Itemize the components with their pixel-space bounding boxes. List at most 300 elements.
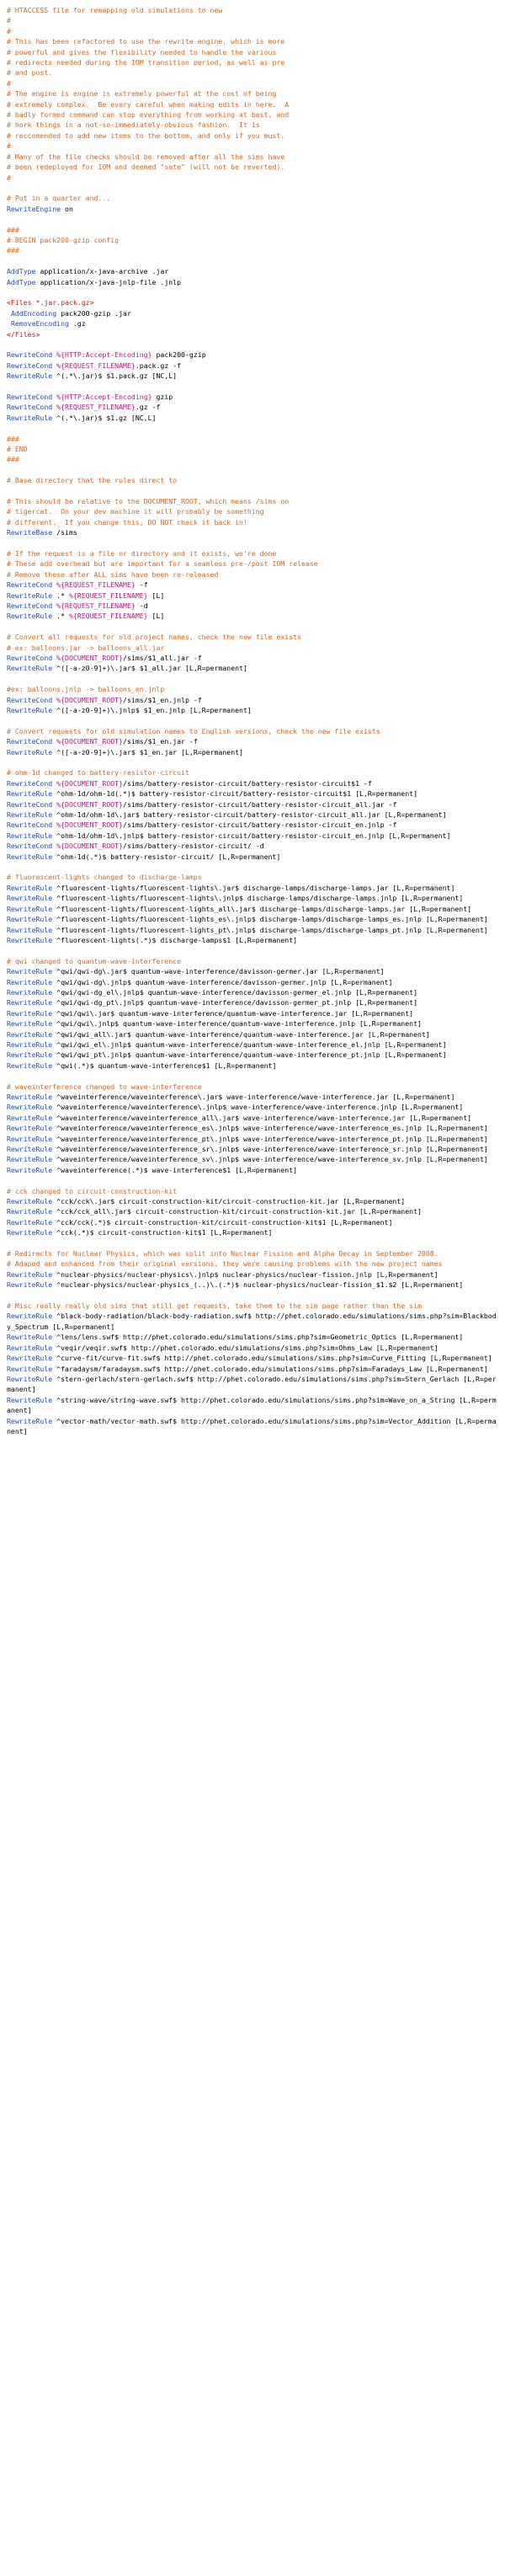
code-line [7,977,498,987]
comment-text: # Remove these after ALL sims have been re-released [7,569,219,579]
directive-arguments: ^qwi/qwi-dg_pt\.jnlp$ quantum-wave-interference/davisson-germer_pt.jnlp [L,R=permanent] [52,998,418,1007]
comment-text: ### [7,455,19,464]
comment-text: # [7,26,11,35]
code-line [7,1082,498,1092]
directive-keyword: RewriteRule [7,1008,53,1018]
code-line [7,997,498,1007]
directive-arguments: %{HTTP:Accept-Encoding} pack200-gzip [56,350,206,360]
directive-keyword: RewriteRule [7,1103,53,1112]
comment-text: # Redirects for Nuclear Physics, which was split into Nuclear Fission and Alpha Decay in September 2008. [7,1249,439,1259]
code-line [7,767,498,778]
directive-keyword: RewriteRule [7,413,53,422]
directive-keyword: RewriteCond [7,350,53,360]
directive-keyword: RewriteCond [7,361,53,370]
code-line [7,527,498,537]
directive-keyword: RewriteRule [7,664,53,673]
directive-keyword: RewriteCond [7,695,53,704]
code-line [7,287,498,297]
directive-keyword: RewriteRule [7,1354,53,1363]
directive-arguments: ^fluorescent-lights/fluorescent-lights_es\.jnlp$ discharge-lamps/discharge-lamps_es.jnlp [L,R=permanent] [52,915,488,924]
code-line [7,173,498,183]
code-line [7,1206,498,1216]
code-line [7,506,498,516]
comment-text: # hork things in a not-so-immediately-obvious fashion. It is [7,120,260,130]
directive-arguments: ^faradaysm/faradaysm.swf$ http://phet.colorado.edu/simulations/sims.php?sim=Faradays_Law [L,R=permanent] [52,1364,488,1373]
directive-keyword: RewriteRule [7,1217,53,1227]
directive-arguments: ^qwi/qwi_all\.jar$ quantum-wave-interference/quantum-wave-interference.jar [L,R=permanent] [52,1029,430,1039]
directive-keyword: RewriteRule [7,987,53,997]
comment-text: # The engine is engine is extremely powerful at the cost of being [7,89,277,99]
directive-arguments: ^waveinterference/waveinterference_pt\.jnlp$ wave-interference/wave-interference_pt.jnlp [L,R=permanent] [52,1134,488,1143]
code-line [7,1227,498,1237]
directive-keyword: RewriteRule [7,1228,53,1237]
directive-arguments: ^qwi/qwi-dg_el\.jnlp$ quantum-wave-interference/davisson-germer_el.jnlp [L,R=permanent] [52,987,418,997]
directive-keyword: RewriteRule [7,852,53,861]
directive-keyword: RewriteRule [7,1039,53,1049]
comment-text: # [7,16,11,25]
directive-keyword: RewriteCond [7,654,53,663]
directive-arguments: ^qwi(.*)$ quantum-wave-interference$1 [L,R=permanent] [52,1061,277,1070]
directive-keyword: RewriteCond [7,403,53,412]
code-line [7,1134,498,1144]
directive-keyword: RewriteCond [7,737,53,746]
comment-text: # and post. [7,68,53,77]
code-line [7,141,498,151]
code-line [7,1018,498,1029]
comment-text: # cck changed to circuit-construction-kit [7,1186,178,1195]
code-line [7,413,498,423]
code-line [7,935,498,945]
directive-keyword: RewriteCond [7,799,53,809]
directive-keyword: RewriteRule [7,915,53,924]
directive-keyword: RewriteCond [7,580,53,590]
comment-text: # [7,173,11,182]
directive-keyword: RewriteRule [7,1207,53,1216]
directive-arguments: ^(.*\.jar)$ $1.pack.gz [NC,L] [52,371,178,381]
directive-arguments: ^([-a-z0-9]+)\.jar$ $1_en.jar [L,R=permanent] [52,747,243,756]
code-line [7,1165,498,1175]
directive-arguments: %{DOCUMENT_ROOT}/sims/battery-resistor-circuit/battery-resistor-circuit$1 -f [56,778,372,788]
directive-arguments: ^ohm-1d/ohm-1d\.jar$ battery-resistor-circuit/battery-resistor-circuit_all.jar [L,R=permanent] [52,810,447,820]
comment-text: # Adaped and enhanced from their original versions, they were causing problems with the new project names [7,1259,443,1269]
code-line [7,1416,498,1437]
directive-keyword: AddType [7,277,36,286]
directive-keyword: RewriteRule [7,1165,53,1174]
code-line [7,350,498,360]
code-line [7,120,498,130]
directive-keyword: RewriteRule [7,1124,53,1133]
directive-keyword: RewriteEngine [7,204,61,213]
code-line [7,778,498,788]
directive-keyword: RewriteRule [7,747,53,756]
code-line [7,1259,498,1269]
code-line [7,47,498,57]
directive-keyword: RewriteRule [7,1113,53,1122]
code-line [7,1291,498,1301]
directive-arguments: .gz [68,319,86,329]
directive-arguments: ^([-a-z0-9]+)\.jar$ $1_all.jar [L,R=permanent] [52,664,247,673]
code-line [7,914,498,924]
comment-text: # waveinterference changed to wave-interference [7,1082,202,1091]
code-line [7,663,498,673]
directive-arguments: ^waveinterference/waveinterference\.jnlp$ wave-interference/wave-interference.jnlp [L,R=permanent] [52,1103,464,1112]
code-line [7,831,498,841]
directive-keyword: RewriteRule [7,977,53,986]
code-line [7,674,498,684]
comment-text: #ex: balloons.jnlp -> balloons_en.jnlp [7,685,165,694]
code-line [7,580,498,590]
code-line [7,788,498,799]
directive-keyword: RewriteRule [7,967,53,976]
directive-keyword: RewriteRule [7,371,53,381]
code-line [7,705,498,715]
code-line [7,1343,498,1353]
directive-keyword: RewriteCond [7,601,53,610]
directive-keyword: RemoveEncoding [7,319,69,329]
directive-arguments: ^stern-gerlach/stern-gerlach.swf$ http://phet.colorado.edu/simulations/sims.php?sim=Stern_Gerlach [L,R=permanent] [7,1374,497,1394]
directive-arguments: ^veqir/veqir.swf$ http://phet.colorado.edu/simulations/sims.php?sim=Ohms_Law [L,R=permanent] [52,1343,439,1352]
directive-keyword: RewriteRule [7,1061,53,1070]
code-line [7,1102,498,1112]
code-line [7,841,498,851]
directive-keyword: RewriteRule [7,935,53,944]
code-line [7,736,498,746]
code-line [7,152,498,162]
code-line [7,558,498,569]
code-line [7,88,498,99]
code-line [7,1311,498,1332]
code-line [7,5,498,15]
directive-keyword: AddEncoding [7,308,57,318]
code-line [7,726,498,736]
comment-text: # extremely complex. Be every careful when making edits in here. A [7,99,290,109]
comment-text: # Base directory that the rules direct to [7,476,178,485]
directive-arguments: .* %{REQUEST_FILENAME} [L] [52,591,165,600]
code-line [7,57,498,67]
directive-keyword: RewriteRule [7,1333,53,1342]
directive-arguments: %{DOCUMENT_ROOT}/sims/battery-resistor-circuit/ -d [56,842,264,851]
code-line [7,893,498,903]
code-line [7,1154,498,1164]
comment-text: # reccomended to add new items to the bottom, and only if you must. [7,131,285,140]
code-line [7,1175,498,1185]
code-line [7,36,498,46]
code-line [7,78,498,88]
directive-keyword: RewriteRule [7,904,53,913]
directive-arguments: pack200-gzip .jar [56,308,131,318]
directive-arguments: ^fluorescent-lights/fluorescent-lights\.jnlp$ discharge-lamps/discharge-lamps.jnlp [L,R=permanent] [52,894,464,903]
code-line [7,162,498,172]
directive-keyword: RewriteRule [7,706,53,715]
comment-text: # qwi changed to quantum-wave-interference [7,956,182,965]
directive-keyword: RewriteRule [7,1416,53,1425]
directive-keyword: RewriteRule [7,998,53,1007]
code-line [7,496,498,506]
directive-arguments: ^qwi/qwi\.jar$ quantum-wave-interference/quantum-wave-interference.jar [L,R=permanent] [52,1008,414,1018]
code-line [7,245,498,255]
comment-text: # ex: balloons.jar -> balloons_all.jar [7,643,165,652]
comment-text: # This should be relative to the DOCUMENT_ROOT, which means /sims on [7,496,290,505]
directive-arguments: ^ohm-1d(.*)$ battery-resistor-circuit/ [L,R=permanent] [52,852,281,861]
code-line [7,266,498,276]
code-line [7,862,498,872]
code-line [7,611,498,621]
directive-arguments: ^waveinterference/waveinterference_sv\.jnlp$ wave-interference/wave-interference_sv.jnlp [L,R=permanent] [52,1155,488,1164]
code-line [7,517,498,527]
code-line [7,1248,498,1259]
directive-arguments: application/x-java-jnlp-file .jnlp [35,277,182,286]
code-line [7,1332,498,1342]
directive-keyword: RewriteRule [7,789,53,799]
code-line [7,799,498,810]
directive-arguments: ^qwi/qwi-dg\.jar$ quantum-wave-interference/davisson-germer.jar [L,R=permanent] [52,967,385,976]
comment-text: # Put in a quarter and... [7,194,111,203]
directive-keyword: RewriteRule [7,1312,53,1321]
directive-keyword: RewriteCond [7,820,53,830]
directive-arguments: ^waveinterference/waveinterference_sr\.jnlp$ wave-interference/wave-interference_sr.jnlp [L,R=permanent] [52,1145,488,1154]
comment-text: # END [7,444,28,453]
code-line [7,110,498,120]
code-line [7,1395,498,1416]
directive-arguments: %{REQUEST_FILENAME} -d [56,601,148,610]
comment-text: # ohm-1d changed to battery-resistor-circuit [7,768,189,778]
comment-text: # [7,142,11,151]
code-line [7,1092,498,1102]
comment-text: # redirects needed during the IOM transition period, as well as pre [7,58,285,67]
code-line [7,1061,498,1071]
directive-arguments: ^([-a-z0-9]+)\.jnlp$ $1_en.jnlp [L,R=permanent] [52,706,252,715]
directive-arguments: %{HTTP:Accept-Encoding} gzip [56,392,173,401]
directive-keyword: RewriteRule [7,1019,53,1029]
code-line [7,548,498,558]
code-line [7,235,498,245]
directive-keyword: RewriteRule [7,894,53,903]
comment-text: # tigercat. On your dev machine it will probably be something [7,507,264,516]
code-line [7,1196,498,1206]
directive-arguments: ^vector-math/vector-math.swf$ http://phet.colorado.edu/simulations/sims.php?sim=Vector_Addition [L,R=permanent] [7,1416,497,1435]
directive-keyword: RewriteBase [7,528,53,537]
directive-arguments: application/x-java-archive .jar [35,267,169,276]
code-line [7,632,498,642]
code-line [7,1050,498,1060]
comment-text: # [7,78,11,88]
code-line [7,392,498,402]
code-line [7,1039,498,1050]
comment-text: # HTACCESS file for remapping old simulations to new [7,6,223,14]
code-line [7,883,498,893]
directive-arguments: %{DOCUMENT_ROOT}/sims/$1_all.jar -f [56,654,202,663]
directive-arguments: .* %{REQUEST_FILENAME} [L] [52,612,165,621]
code-line [7,444,498,454]
code-line [7,757,498,767]
code-line [7,183,498,193]
code-line [7,1071,498,1081]
directive-arguments: ^string-wave/string-wave.swf$ http://phet.colorado.edu/simulations/sims.php?sim=Wave_on_a_String [L,R=permanent] [7,1395,497,1415]
code-line [7,475,498,485]
directive-arguments: ^ohm-1d/ohm-1d(.*)$ battery-resistor-circuit/battery-resistor-circuit$1 [L,R=permanent] [52,789,418,799]
directive-arguments: %{DOCUMENT_ROOT}/sims/$1_en.jnlp -f [56,695,202,704]
files-tag: <Files *.jar.pack.gz> [7,298,94,307]
code-line [7,131,498,141]
directive-keyword: RewriteRule [7,883,53,892]
code-line [7,318,498,329]
comment-text: ### [7,246,19,255]
code-line [7,329,498,339]
directive-keyword: RewriteCond [7,842,53,851]
comment-text: ### [7,434,19,443]
directive-arguments: ^qwi/qwi_el\.jnlp$ quantum-wave-interference/quantum-wave-interference_el.jnlp [L,R=permanent] [52,1039,447,1049]
code-line [7,1123,498,1133]
code-line [7,15,498,25]
comment-text: # Convert all requests for old project names, check the new file exists [7,633,301,642]
code-line [7,872,498,882]
code-line [7,1113,498,1123]
code-line [7,684,498,694]
directive-keyword: RewriteCond [7,778,53,788]
code-line [7,382,498,392]
code-line [7,715,498,725]
directive-arguments: ^nuclear-physics/nuclear-physics\.jnlp$ nuclear-physics/nuclear-fission.jnlp [L,R=permanent] [52,1269,439,1279]
directive-keyword: RewriteRule [7,925,53,934]
code-line [7,193,498,203]
code-line [7,852,498,862]
directive-arguments: ^cck/cck(.*)$ circuit-construction-kit/circuit-construction-kit$1 [L,R=permanent] [52,1217,393,1227]
directive-keyword: RewriteRule [7,1374,53,1383]
directive-arguments: %{REQUEST_FILENAME}.pack.gz -f [56,361,182,370]
comment-text: # These add overhead but are important for a seamless pre-/post IOM release [7,559,318,569]
code-line [7,904,498,914]
directive-keyword: RewriteRule [7,612,53,621]
directive-arguments: ^ohm-1d/ohm-1d\.jnlp$ battery-resistor-circuit/battery-resistor-circuit_en.jnlp [L,R=permanent] [52,831,451,840]
code-line [7,820,498,830]
code-line [7,569,498,580]
comment-text: ### [7,225,19,234]
comment-text: # Many of the file checks should be removed after all the sims have [7,152,285,161]
directive-arguments: ^cck(.*)$ circuit-construction-kit$1 [L,R=permanent] [52,1228,273,1237]
code-line [7,1280,498,1290]
code-line [7,297,498,307]
code-line [7,1186,498,1196]
directive-arguments: ^nuclear-physics/nuclear-physics_(..)\.(.*)$ nuclear-physics/nuclear-fission_$1.$2 [L,R=permanent] [52,1280,464,1290]
comment-text: # been redeployed for IOM and deemed "sate" (will not be reverted). [7,163,285,172]
code-line [7,945,498,955]
code-line [7,204,498,214]
directive-arguments: ^waveinterference(.*)$ wave-interference$1 [L,R=permanent] [52,1165,298,1174]
directive-keyword: RewriteRule [7,1145,53,1154]
files-tag: </Files> [7,329,40,339]
directive-keyword: RewriteRule [7,1092,53,1101]
code-line [7,1029,498,1039]
directive-keyword: RewriteRule [7,1197,53,1206]
code-line [7,643,498,653]
directive-arguments: ^black-body-radiation/black-body-radiation.swf$ http://phet.colorado.edu/simulations/sims.php?sim=Blackbody_Spectrum [L,R=permanent] [7,1312,497,1331]
directive-arguments: ^lens/lens.swf$ http://phet.colorado.edu/simulations/sims.php?sim=Geometric_Optics [L,R=permanent] [52,1333,464,1342]
comment-text: # powerful and gives the flexibility needed to handle the various [7,47,277,56]
code-line [7,225,498,235]
comment-text: # fluorescent-lights changed to discharge-lamps [7,873,202,882]
comment-text: # BEGIN pack200-gzip config [7,235,120,244]
directive-keyword: AddType [7,267,36,276]
code-line [7,423,498,433]
comment-text: # Convert requests for old simulation names to English versions, check the new file exists [7,726,380,735]
code-line [7,1144,498,1154]
code-line [7,486,498,496]
code-line [7,1269,498,1280]
code-line [7,454,498,464]
code-line [7,956,498,966]
code-line [7,339,498,350]
code-line [7,810,498,820]
directive-keyword: RewriteRule [7,1280,53,1290]
code-line [7,277,498,287]
code-line [7,538,498,548]
code-line [7,987,498,997]
directive-keyword: RewriteRule [7,1134,53,1143]
code-line [7,601,498,611]
code-line [7,434,498,444]
directive-arguments: %{REQUEST_FILENAME}.gz -f [56,403,161,412]
directive-arguments: ^waveinterference/waveinterference_es\.jnlp$ wave-interference/wave-interference_es.jnlp [L,R=permanent] [52,1124,488,1133]
directive-arguments: ^(.*\.jar)$ $1.gz [NC,L] [52,413,157,422]
code-line [7,653,498,663]
directive-arguments: %{REQUEST_FILENAME} -f [56,580,148,590]
directive-keyword: RewriteRule [7,591,53,600]
code-line [7,1364,498,1374]
directive-keyword: RewriteRule [7,810,53,820]
code-line [7,1353,498,1363]
code-line [7,591,498,601]
code-line [7,465,498,475]
code-line [7,622,498,632]
code-line [7,361,498,371]
code-line [7,256,498,266]
directive-keyword: RewriteRule [7,1029,53,1039]
directive-arguments: %{DOCUMENT_ROOT}/sims/$1_en.jar -f [56,737,198,746]
directive-keyword: RewriteRule [7,1269,53,1279]
code-line [7,99,498,110]
code-line [7,1301,498,1311]
code-line [7,67,498,77]
directive-arguments: ^waveinterference/waveinterference\.jar$ wave-interference/wave-interference.jar [L,R=permanent] [52,1092,455,1101]
comment-text: # badly formed command can stop everything from working at best, and [7,110,290,120]
code-line [7,1217,498,1227]
directive-keyword: RewriteRule [7,1343,53,1352]
directive-arguments: ^qwi/qwi-dg\.jnlp$ quantum-wave-interference/davisson-germer.jnlp [L,R=permanent] [52,977,393,986]
comment-text: # Misc really really old sims that still get requests, take them to the sim page rather than the sim [7,1301,422,1311]
code-line [7,214,498,224]
directive-keyword: RewriteRule [7,1364,53,1373]
code-line [7,1238,498,1248]
directive-keyword: RewriteRule [7,1050,53,1060]
code-line [7,1008,498,1018]
directive-arguments: ^cck/cck_all\.jar$ circuit-construction-kit/circuit-construction-kit.jar [L,R=permanent] [52,1207,422,1216]
code-line [7,925,498,935]
directive-keyword: RewriteCond [7,392,53,401]
directive-arguments: on [61,204,73,213]
directive-arguments: ^fluorescent-lights/fluorescent-lights\.jar$ discharge-lamps/discharge-lamps.jar [L,R=permanent] [52,883,455,892]
directive-arguments: ^cck/cck\.jar$ circuit-construction-kit/circuit-construction-kit.jar [L,R=permanent] [52,1197,406,1206]
directive-arguments: ^qwi/qwi_pt\.jnlp$ quantum-wave-interference/quantum-wave-interference_pt.jnlp [L,R=permanent] [52,1050,447,1060]
code-line [7,26,498,36]
directive-arguments: %{DOCUMENT_ROOT}/sims/battery-resistor-circuit/battery-resistor-circuit_en.jnlp -f [56,820,397,830]
comment-text: # different. If you change this, DO NOT check it back in! [7,517,247,526]
directive-keyword: RewriteRule [7,1155,53,1164]
directive-arguments: /sims [52,528,77,537]
directive-arguments: ^waveinterference/waveinterference_all\.jar$ wave-interference/wave-interference.jar [L,R=permanent] [52,1113,472,1122]
directive-keyword: RewriteRule [7,1395,53,1404]
code-line [7,747,498,757]
directive-arguments: ^fluorescent-lights/fluorescent-lights_pt\.jnlp$ discharge-lamps/discharge-lamps_pt.jnlp [L,R=permanent] [52,925,488,934]
